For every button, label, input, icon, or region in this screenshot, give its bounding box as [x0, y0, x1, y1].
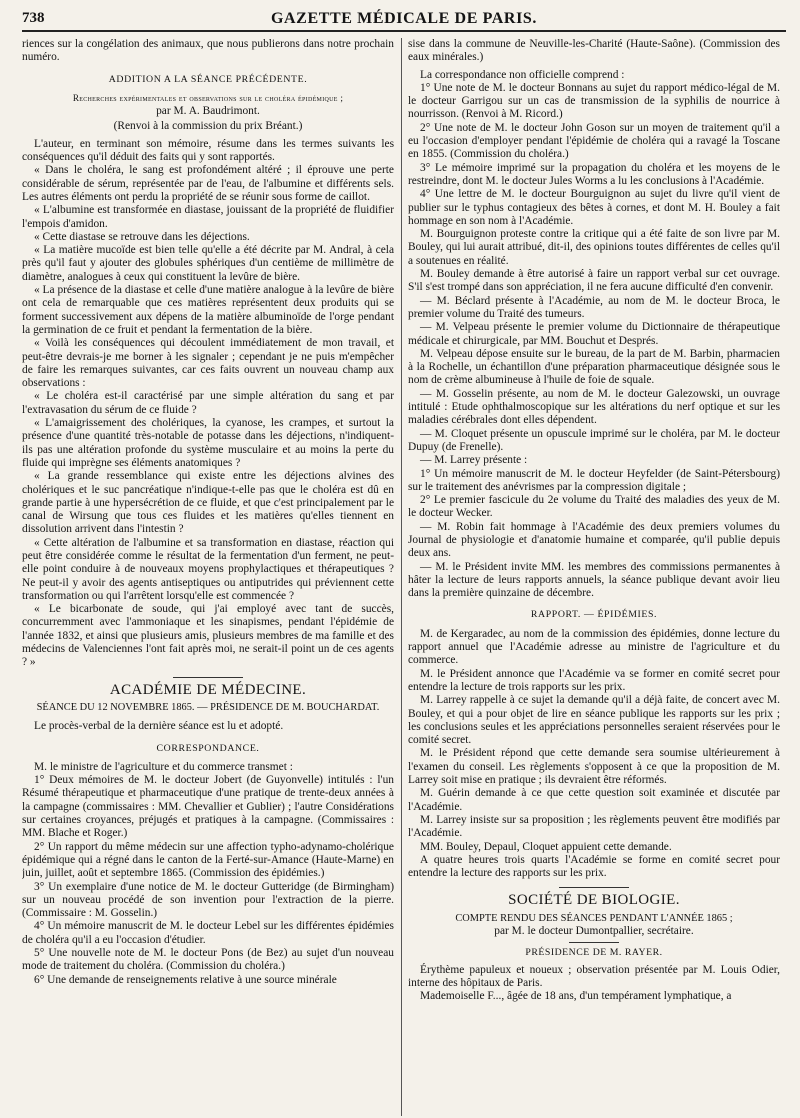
paragraph: M. Bourguignon proteste contre la critique qui a été faite de son livre par M. Bouley, qui lui aurait attribué, dit-il, des opinions toutes différentes de celles qu'il a soutenues en réalité. [408, 228, 780, 267]
paragraph: L'auteur, en terminant son mémoire, résume dans les termes suivants les conséquences qu'il déduit des faits qui y sont rapportés. [22, 137, 394, 164]
paragraph: — M. Cloquet présente un opuscule imprimé sur le choléra, par M. le docteur Dupuy (de Frenelle). [408, 427, 780, 453]
paragraph: — M. Béclard présente à l'Académie, au nom de M. le docteur Broca, le premier volume du Traité des tumeurs. [408, 294, 780, 320]
paragraph: La correspondance non officielle comprend : [420, 68, 625, 81]
paragraph: 1° Une note de M. le docteur Bonnans au sujet du rapport médico-légal de M. le docteur Garrigou sur un cas de transmission de la syphilis de nourrice à nourrisson. (Renvoi à M. Ricord.) [408, 81, 780, 121]
paragraph: « L'amaigrissement des cholériques, la cyanose, les crampes, et surtout la présence d'une quantité très-notable de potasse dans les déjections, n'indiquent-ils pas une altération profonde du système musculaire et au moins la perte du fluide qui imprègne ses éléments anatomiques ? [22, 417, 394, 469]
paragraph: « Le choléra est-il caractérisé par une simple altération du sang et par l'extravasation du sérum de ce fluide ? [22, 390, 394, 416]
section-heading-rapport: RAPPORT. — ÉPIDÉMIES. [530, 609, 658, 621]
paragraph: 4° Un mémoire manuscrit de M. le docteur Lebel sur les différentes épidémies de choléra qu'il a eu l'occasion d'étudier. [22, 920, 394, 946]
paragraph: Mademoiselle F..., âgée de 18 ans, d'un tempérament lymphatique, a [420, 990, 732, 1003]
journal-title: GAZETTE MÉDICALE DE PARIS. [270, 10, 537, 27]
paragraph: 2° Le premier fascicule du 2e volume du Traité des maladies des yeux de M. le docteur Wecker. [408, 494, 780, 520]
section-heading-correspondance: CORRESPONDANCE. [156, 742, 260, 754]
paragraph: 6° Une demande de renseignements relative à une source minérale [34, 973, 337, 986]
paragraph: — M. Robin fait hommage à l'Académie des deux premiers volumes du Journal de physiologie et d'anatomie humaine et comparée, qu'il publie depuis deux ans. [408, 520, 780, 560]
paragraph: M. Velpeau dépose ensuite sur le bureau, de la part de M. Barbin, pharmacien à la Rochelle, un échantillon d'une préparation pharmaceutique désignée sous le nom de crème albumineuse à l'huile de foie de squale. [408, 347, 780, 387]
paragraph: — M. Gosselin présente, au nom de M. le docteur Galezowski, un ouvrage intitulé : Etude ophthalmoscopique sur les altérations du nerf optique et sur les maladies cérébrales dont elles dépendent. [408, 387, 780, 427]
left-column [22, 38, 394, 1116]
paragraph: sise dans la commune de Neuville-les-Charité (Haute-Saône). (Commission des eaux minérales.) [408, 38, 780, 64]
right-column [408, 38, 780, 1116]
paragraph: Érythème papuleux et noueux ; observation présentée par M. Louis Odier, interne des hôpitaux de Paris. [408, 963, 780, 989]
article-title: Recherches expérimentales et observations sur le choléra épidémique ; [72, 92, 344, 103]
paragraph: — M. le Président invite MM. les membres des commissions permanentes à hâter la lecture de leurs rapports annuels, la séance publique devant avoir lieu dans la première quinzaine de décembre. [408, 560, 780, 600]
report-subtitle: COMPTE RENDU DES SÉANCES PENDANT L'ANNÉE 1865 ; [455, 912, 733, 924]
paragraph: M. Guérin demande à ce que cette question soit examinée et discutée par l'Académie. [408, 787, 780, 813]
paragraph: A quatre heures trois quarts l'Académie se forme en comité secret pour entendre la lecture des rapports sur les prix. [408, 853, 780, 880]
divider [173, 677, 243, 678]
paragraph: — M. Larrey présente : [420, 454, 528, 467]
paragraph: 5° Une nouvelle note de M. le docteur Pons (de Bez) au sujet d'un nouveau mode de traitement du choléra. (Commission du choléra.) [22, 947, 394, 973]
paragraph: 1° Un mémoire manuscrit de M. le docteur Heyfelder (de Saint-Pétersbourg) sur le traitement des anévrismes par la compression digitale ; [408, 467, 780, 493]
article-author: par M. A. Baudrimont. [156, 105, 260, 118]
section-heading-societe: SOCIÉTÉ DE BIOLOGIE. [508, 892, 680, 909]
report-secretary: par M. le docteur Dumontpallier, secrétaire. [494, 925, 694, 937]
paragraph: « Cette altération de l'albumine et sa transformation en diastase, réaction qui peut être considérée comme le résultat de la fermentation d'un ferment, ne peut-elle point conduire à de nouveaux moyens prophylactiques et thérapeutiques ? Ne peut-il y avoir des agents antiseptiques ou antiputrides qui préviennent cette transformation ou qui l'arrêtent lorsqu'elle est commencée ? [22, 536, 394, 602]
paragraph: 1° Deux mémoires de M. le docteur Jobert (de Guyonvelle) intitulés : l'un Résumé thérapeutique et pharmaceutique d'une pratique de trente-deux années à la campagne (commissaires : MM. Chevallier et Gublier) ; l'autre Considérations sur certaines croyances, préjugés et pratiques à la campagne. (Commissaires : MM. Blache et Roger.) [22, 774, 394, 840]
paragraph: M. le Président annonce que l'Académie va se former en comité secret pour entendre la lecture de trois rapports sur les prix. [408, 667, 780, 693]
paragraph: 3° Le mémoire imprimé sur la propagation du choléra et les moyens de le restreindre, dont M. le docteur Jules Worms a lu les conclusions à l'Académie. [408, 161, 780, 187]
paragraph: « Voilà les conséquences qui découlent immédiatement de mon travail, et peut-être devrais-je me borner à les signaler ; cependant je ne puis m'empêcher de faire les remarques suivantes, car ces faits ouvrent un nouveau champ aux observations : [22, 337, 394, 390]
session-line: SÉANCE DU 12 NOVEMBRE 1865. — PRÉSIDENCE DE M. BOUCHARDAT. [36, 701, 380, 713]
paragraph: « L'albumine est transformée en diastase, jouissant de la propriété de fluidifier l'empois d'amidon. [22, 204, 394, 230]
column-rule [401, 38, 402, 1116]
paragraph: 2° Une note de M. le docteur John Goson sur un moyen de traitement qu'il a eu l'occasion d'employer pendant l'épidémie de choléra qui a ravagé la Toscane en 1855. (Commission du choléra.) [408, 121, 780, 161]
paragraph: riences sur la congélation des animaux, que nous publierons dans notre prochain numéro. [22, 38, 394, 64]
paragraph: M. le Président répond que cette demande sera soumise ultérieurement à l'examen du conseil. Les règlements s'opposent à ce que la proposition de M. Larrey soit mise en pratique ; ils devraient être réformés. [408, 747, 780, 787]
page-header [22, 6, 786, 32]
paragraph: Le procès-verbal de la dernière séance est lu et adopté. [34, 720, 284, 733]
section-heading-addition: ADDITION A LA SÉANCE PRÉCÉDENTE. [108, 73, 308, 85]
page-number: 738 [22, 10, 45, 26]
paragraph: M. Larrey rappelle à ce sujet la demande qu'il a déjà faite, de concert avec M. Bouley, et qui a pour objet de lire en séance publique les rapports sur les prix ; les conclusions seules et les appréciations personnelles seraient réservées pour le comité secret. [408, 694, 780, 747]
paragraph: M. le ministre de l'agriculture et du commerce transmet : [34, 760, 293, 773]
paragraph: M. Larrey insiste sur sa proposition ; les règlements peuvent être modifiés par l'Académie. [408, 813, 780, 840]
presidency-line: PRÉSIDENCE DE M. RAYER. [525, 947, 663, 959]
paragraph: M. Bouley demande à être autorisé à faire un rapport verbal sur cet ouvrage. S'il s'est trompé dans son appréciation, il ne fera aucune difficulté d'en convenir. [408, 268, 780, 294]
divider [559, 887, 629, 888]
paragraph: « Cette diastase se retrouve dans les déjections. [34, 230, 250, 243]
paragraph: MM. Bouley, Depaul, Cloquet appuient cette demande. [420, 840, 672, 853]
paragraph: M. de Kergaradec, au nom de la commission des épidémies, donne lecture du rapport annuel que l'Académie adresse au ministre de l'agriculture et du commerce. [408, 627, 780, 667]
paragraph: 2° Un rapport du même médecin sur une affection typho-adynamo-cholérique épidémique qui a régné dans le canton de la Ferté-sur-Amance (Haute-Marne) en juin, juillet, août et septembre 1865. (Commission des épidémies.) [22, 840, 394, 880]
divider [569, 942, 619, 943]
text-columns [22, 38, 786, 1116]
article-referral: (Renvoi à la commission du prix Bréant.) [113, 120, 303, 133]
paragraph: « La matière mucoïde est bien telle qu'elle a été décrite par M. Andral, à cela près qu'il faut y ajouter des globules sphériques d'un centième de millimètre de diamètre, analogues à ceux qui constituent la levûre de bière. [22, 244, 394, 283]
paragraph: « La présence de la diastase et celle d'une matière analogue à la levûre de bière ont cela de remarquable que ces matières représentent deux produits qui se forment successivement aux dépens de la matière albuminoïde de l'orge pendant la germination de ce fruit et pendant la fermentation de la bière. [22, 284, 394, 336]
paragraph: « Le bicarbonate de soude, qui j'ai employé avec tant de succès, concurremment avec l'ammoniaque et les sinapismes, pendant l'épidémie de l'année 1832, et ainsi que plusieurs amis, plusieurs membres de ma famille et des médecins de Valenciennes l'ont fait après moi, ne serait-il point un de ces agents ? » [22, 603, 394, 669]
paragraph: 4° Une lettre de M. le docteur Bourguignon au sujet du livre qu'il vient de publier sur le typhus contagieux des bêtes à cornes, et dont M. H. Bouley a fait hommage en son nom à l'Académie. [408, 188, 780, 227]
section-heading-academie: ACADÉMIE DE MÉDECINE. [109, 681, 307, 698]
paragraph: « Dans le choléra, le sang est profondément altéré ; il éprouve une perte considérable de sérum, représentée par de l'eau, de l'albumine et différents sels. Les autres éléments ont perdu la propriété de se réunir sous forme de caillot. [22, 164, 394, 203]
paragraph: « La grande ressemblance qui existe entre les déjections alvines des cholériques et le suc pancréatique n'indique-t-elle pas que le choléra est dû en grande partie à une hypersécrétion de ce fluide, et que c'est principalement par le canal de Wirsung que tous ces fluides et les matières qu'elles tiennent en dissolution arrivent dans l'intestin ? [22, 470, 394, 536]
paragraph: — M. Velpeau présente le premier volume du Dictionnaire de thérapeutique médicale et chirurgicale, par MM. Bouchut et Després. [408, 321, 780, 347]
paragraph: 3° Un exemplaire d'une notice de M. le docteur Gutteridge (de Birmingham) sur un nouveau procédé de son invention pour l'extraction de la pierre. (Commissaire : M. Gosselin.) [22, 880, 394, 920]
